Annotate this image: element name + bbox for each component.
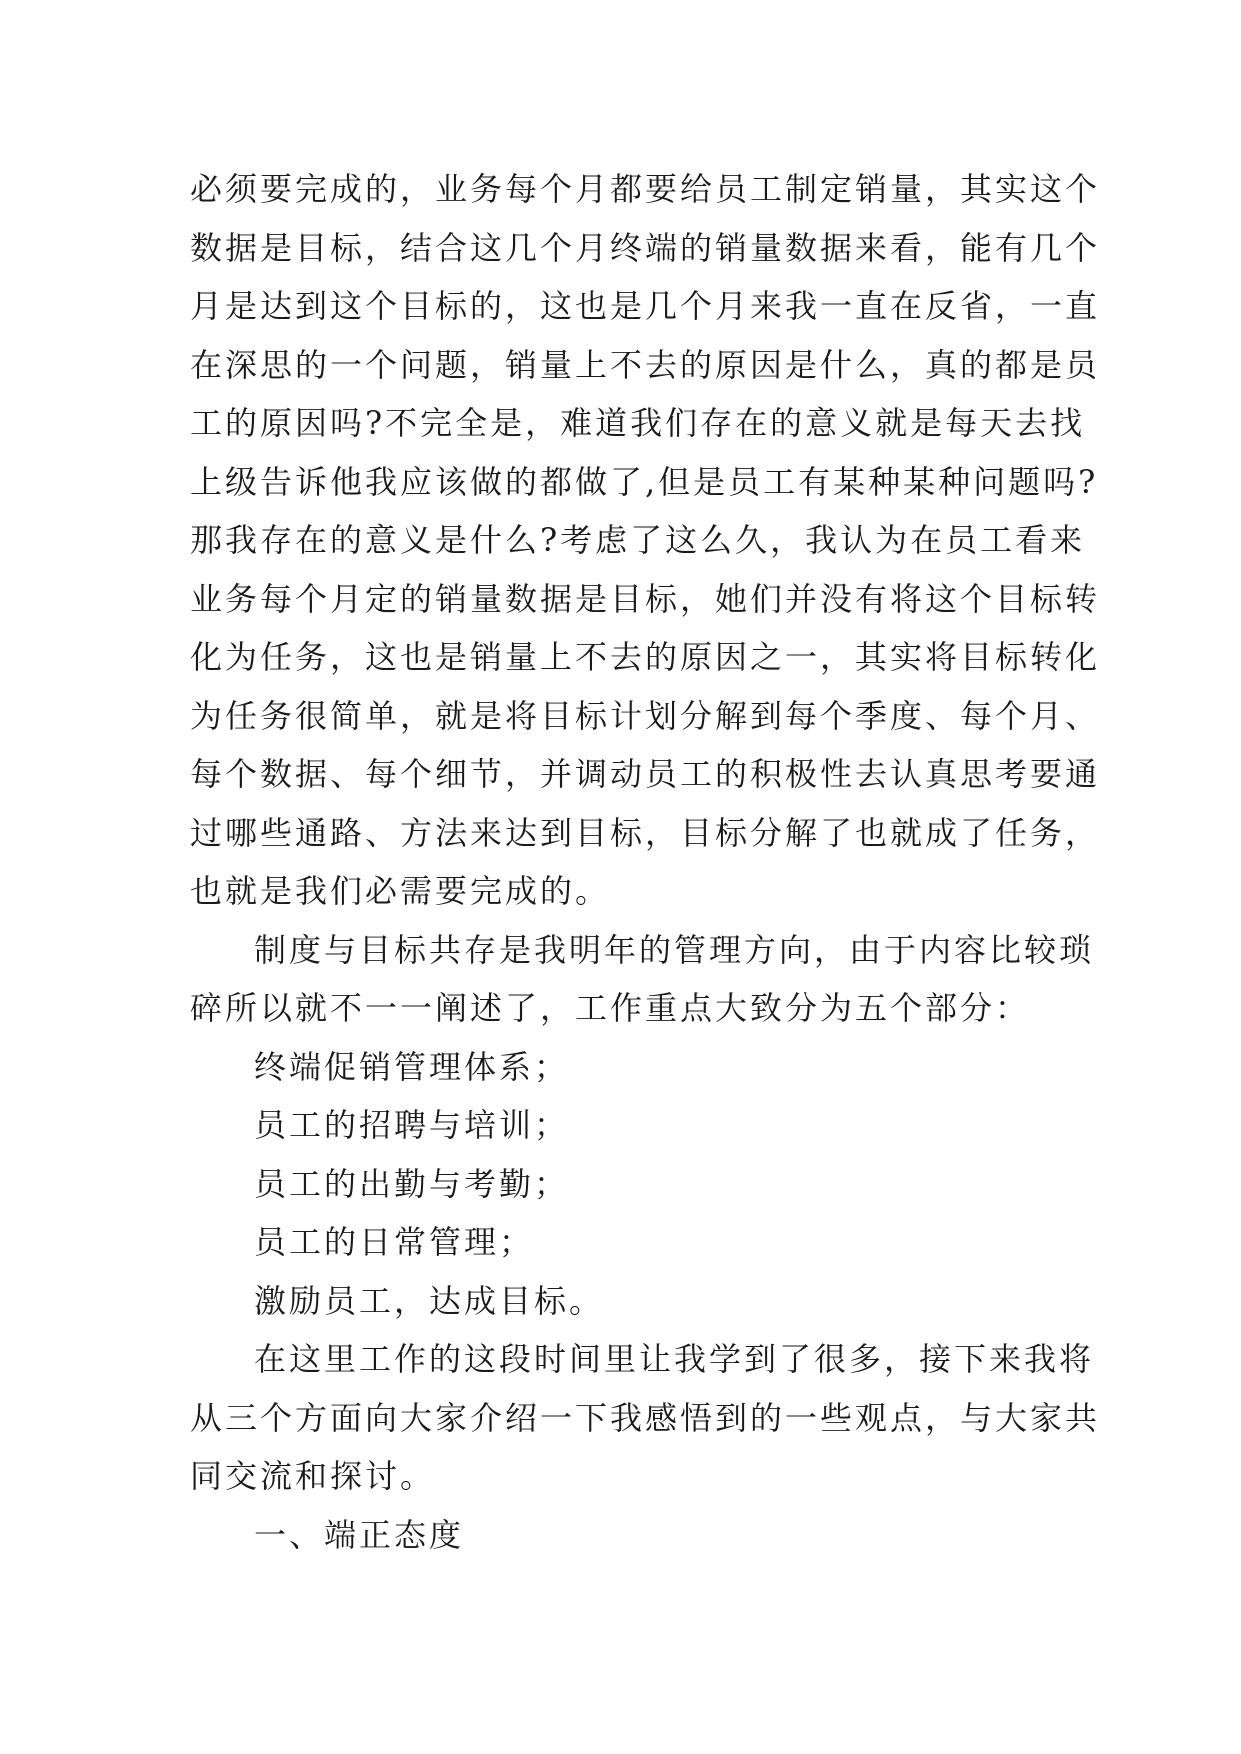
body-line: 那我存在的意义是什么?考虑了这么久，我认为在员工看来 — [190, 521, 1086, 559]
paragraph-first-line: 制度与目标共存是我明年的管理方向，由于内容比较琐 — [254, 930, 1095, 969]
list-item: 员工的出勤与考勤； — [254, 1164, 570, 1203]
body-line: 月是达到这个目标的，这也是几个月来我一直在反省，一直 — [190, 287, 1101, 325]
body-line: 数据是目标，结合这几个月终端的销量数据来看，能有几个 — [190, 228, 1101, 267]
section-heading: 一、端正态度 — [254, 1515, 465, 1554]
body-line: 业务每个月定的销量数据是目标，她们并没有将这个目标转 — [190, 579, 1101, 618]
body-line: 必须要完成的，业务每个月都要给员工制定销量，其实这个 — [190, 170, 1101, 208]
body-line: 也就是我们必需要完成的。 — [190, 872, 611, 910]
body-line: 过哪些通路、方法来达到目标，目标分解了也就成了任务， — [190, 813, 1101, 852]
list-item: 激励员工，达成目标。 — [254, 1281, 605, 1320]
body-line: 从三个方面向大家介绍一下我感悟到的一些观点，与大家共 — [190, 1398, 1101, 1437]
body-line: 为任务很简单，就是将目标计划分解到每个季度、每个月、 — [190, 696, 1101, 735]
body-line: 上级告诉他我应该做的都做了,但是员工有某种某种问题吗? — [190, 462, 1099, 501]
document-body — [190, 160, 1101, 1564]
paragraph-first-line: 在这里工作的这段时间里让我学到了很多，接下来我将 — [254, 1340, 1095, 1378]
body-line: 同交流和探讨。 — [190, 1457, 436, 1495]
body-line: 碎所以就不一一阐述了，工作重点大致分为五个部分： — [190, 989, 1031, 1027]
list-item: 员工的日常管理； — [254, 1223, 535, 1261]
body-line: 化为任务，这也是销量上不去的原因之一，其实将目标转化 — [190, 638, 1101, 676]
body-line: 每个数据、每个细节，并调动员工的积极性去认真思考要通 — [190, 755, 1101, 793]
body-line: 工的原因吗?不完全是，难道我们存在的意义就是每天去找 — [190, 404, 1086, 442]
list-item: 员工的招聘与培训； — [254, 1106, 570, 1144]
body-line: 在深思的一个问题，销量上不去的原因是什么，真的都是员 — [190, 345, 1101, 384]
list-item: 终端促销管理体系； — [254, 1047, 570, 1086]
